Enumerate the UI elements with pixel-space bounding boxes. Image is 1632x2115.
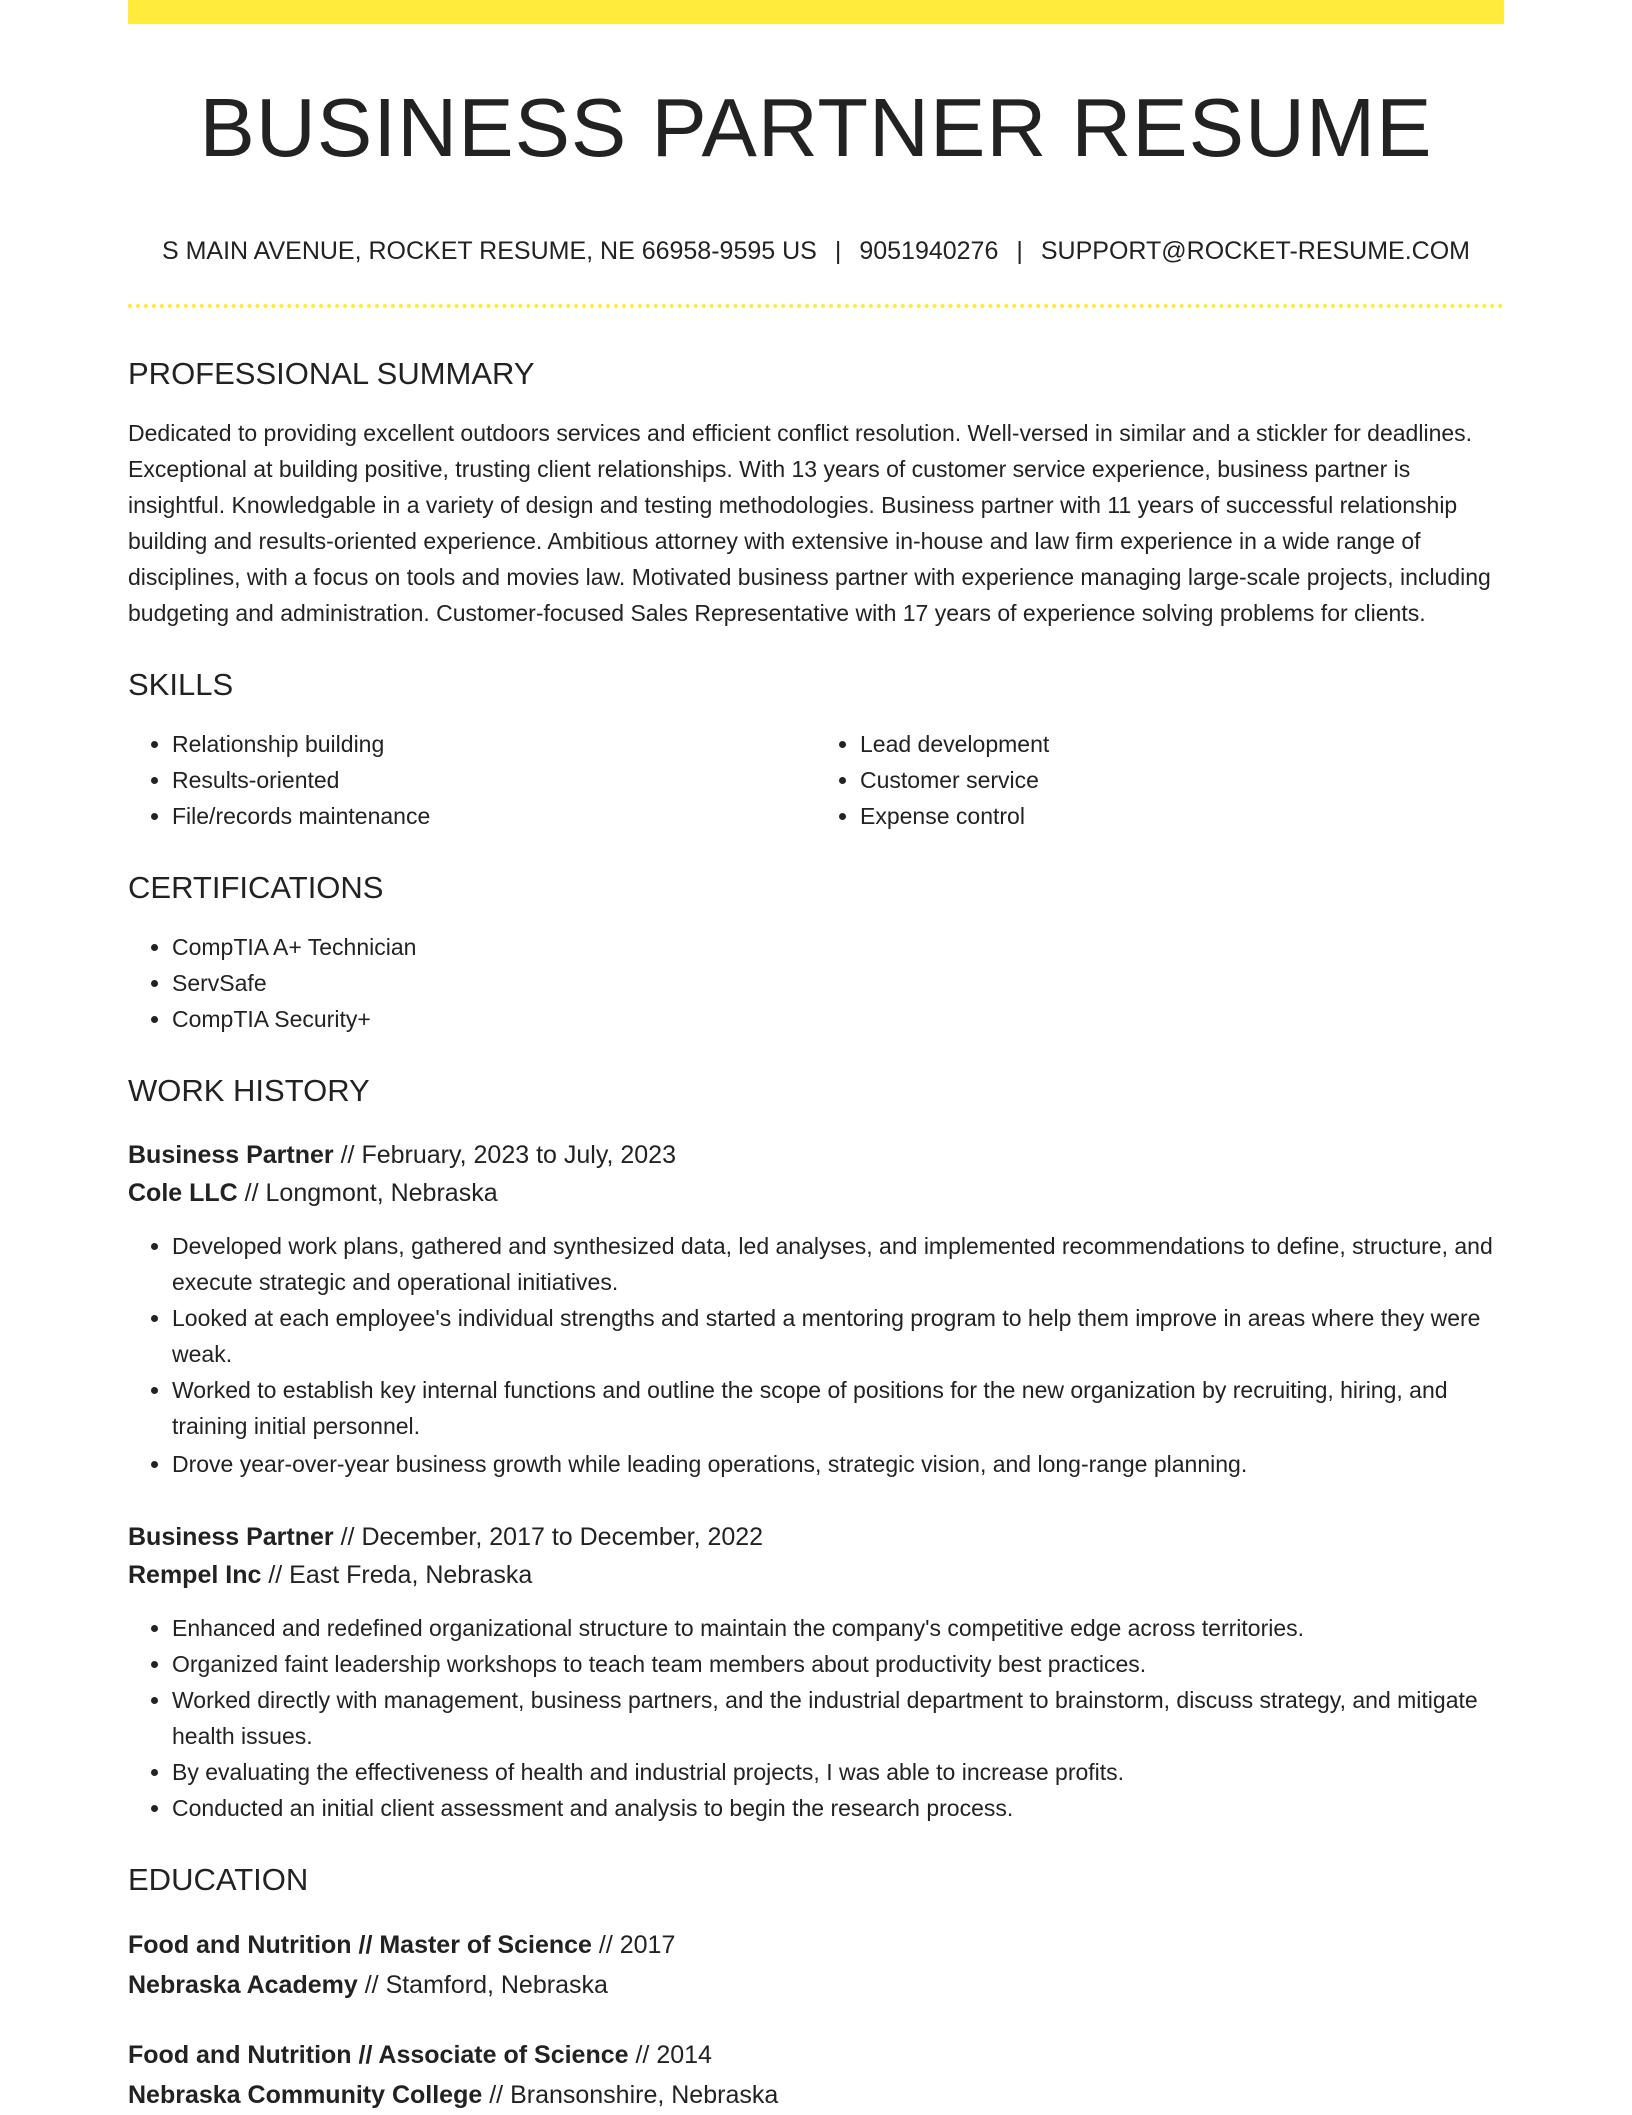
certification-item: • ServSafe [172,965,1504,1001]
job-dates: December, 2017 to December, 2022 [361,1523,764,1551]
certifications-heading: CERTIFICATIONS [128,870,384,905]
top-accent-bar [128,0,1504,24]
skills-heading: SKILLS [128,667,234,702]
job-entry [128,1518,1504,1826]
skill-item: • File/records maintenance [172,798,816,834]
education-school-line [128,1965,1504,2005]
job-company-line [128,1174,1504,1212]
education-heading: EDUCATION [128,1862,309,1897]
education-degree-line [128,2035,1504,2075]
job-bullet-list [128,1228,1504,1482]
job-role: Business Partner [128,1523,334,1551]
skills-columns [128,726,1504,834]
summary-heading: PROFESSIONAL SUMMARY [128,356,535,391]
education-location: Bransonshire, Nebraska [510,2081,779,2109]
job-bullet: • Organized faint leadership workshops to teach team members about productivity best practices. [172,1646,1504,1682]
job-dates: February, 2023 to July, 2023 [361,1141,676,1169]
certification-item: • CompTIA A+ Technician [172,929,1504,965]
education-degree: Food and Nutrition // Associate of Science [128,2041,629,2069]
education-school: Nebraska Community College [128,2081,483,2109]
summary-text: Dedicated to providing excellent outdoors services and efficient conflict resolution. Well-versed in similar and a stickler for deadlines. Exceptional at building positive, trusting client relationships. With 13 years of customer service experience, business partner is insightful. Knowledgable in a variety of design and testing methodologies. Business partner with 11 years of successful relationship building and results-oriented experience. Ambitious attorney with extensive in-house and law firm experience in a wide range of disciplines, with a focus on tools and movies law. Motivated business partner with experience managing large-scale projects, including budgeting and administration. Customer-focused Sales Representative with 17 years of experience solving problems for clients. [128,420,1491,626]
education-location: Stamford, Nebraska [385,1971,608,1999]
contact-address: S MAIN AVENUE, ROCKET RESUME, NE 66958-9595 US [161,237,817,265]
skill-item: • Customer service [860,762,1504,798]
job-entry [128,1136,1504,1482]
job-bullet: • Enhanced and redefined organizational structure to maintain the company's competitive edge across territories. [172,1610,1504,1646]
skill-item: • Lead development [860,726,1504,762]
job-company: Cole LLC [128,1179,238,1207]
job-company: Rempel Inc [128,1561,262,1589]
skill-item: • Results-oriented [172,762,816,798]
education-divider: // [357,1971,386,1999]
job-role: Business Partner [128,1141,334,1169]
header-divider [128,304,1504,308]
education-year: 2017 [619,1931,676,1959]
education-school: Nebraska Academy [128,1971,358,1999]
education-degree-line [128,1925,1504,1965]
job-divider: // [237,1179,266,1207]
work-history-heading: WORK HISTORY [128,1073,370,1108]
job-divider: // [333,1523,362,1551]
job-company-line [128,1556,1504,1594]
job-title-line [128,1518,1504,1556]
resume-title: BUSINESS PARTNER RESUME [199,81,1433,174]
education-divider: // [591,1931,620,1959]
certification-item: • CompTIA Security+ [172,1001,1504,1037]
education-school-line [128,2075,1504,2115]
education-year: 2014 [656,2041,712,2069]
contact-line [128,239,1504,264]
education-entry [128,1925,1504,2005]
job-location: Longmont, Nebraska [265,1179,498,1207]
job-bullet: • Looked at each employee's individual strengths and started a mentoring program to help them improve in areas where they were weak. [172,1300,1504,1372]
education-divider: // [482,2081,511,2109]
education-divider: // [628,2041,657,2069]
skills-list-right [816,726,1504,834]
certifications-list [128,929,1504,1037]
skills-list-left [128,726,816,834]
contact-separator: | [834,237,842,265]
job-bullet: • Worked directly with management, business partners, and the industrial department to brainstorm, discuss strategy, and mitigate health issues. [172,1682,1504,1754]
job-bullet: • Worked to establish key internal functions and outline the scope of positions for the new organization by recruiting, hiring, and training initial personnel. [172,1372,1504,1444]
contact-phone: 9051940276 [859,237,999,265]
education-entry [128,2035,1504,2115]
job-location: East Freda, Nebraska [289,1561,533,1589]
job-bullet: • By evaluating the effectiveness of health and industrial projects, I was able to increase profits. [172,1754,1504,1790]
job-bullet: • Developed work plans, gathered and synthesized data, led analyses, and implemented recommendations to define, structure, and execute strategic and operational initiatives. [172,1228,1504,1300]
skill-item: • Relationship building [172,726,816,762]
education-degree: Food and Nutrition // Master of Science [128,1931,592,1959]
contact-email: SUPPORT@ROCKET-RESUME.COM [1040,237,1471,265]
job-bullet: • Drove year-over-year business growth while leading operations, strategic vision, and long-range planning. [172,1446,1504,1482]
job-bullet: • Conducted an initial client assessment and analysis to begin the research process. [172,1790,1504,1826]
job-bullet-list [128,1610,1504,1826]
job-divider: // [261,1561,290,1589]
resume-page [128,0,1504,2115]
job-title-line [128,1136,1504,1174]
skill-item: • Expense control [860,798,1504,834]
contact-separator: | [1016,237,1023,265]
job-divider: // [333,1141,362,1169]
